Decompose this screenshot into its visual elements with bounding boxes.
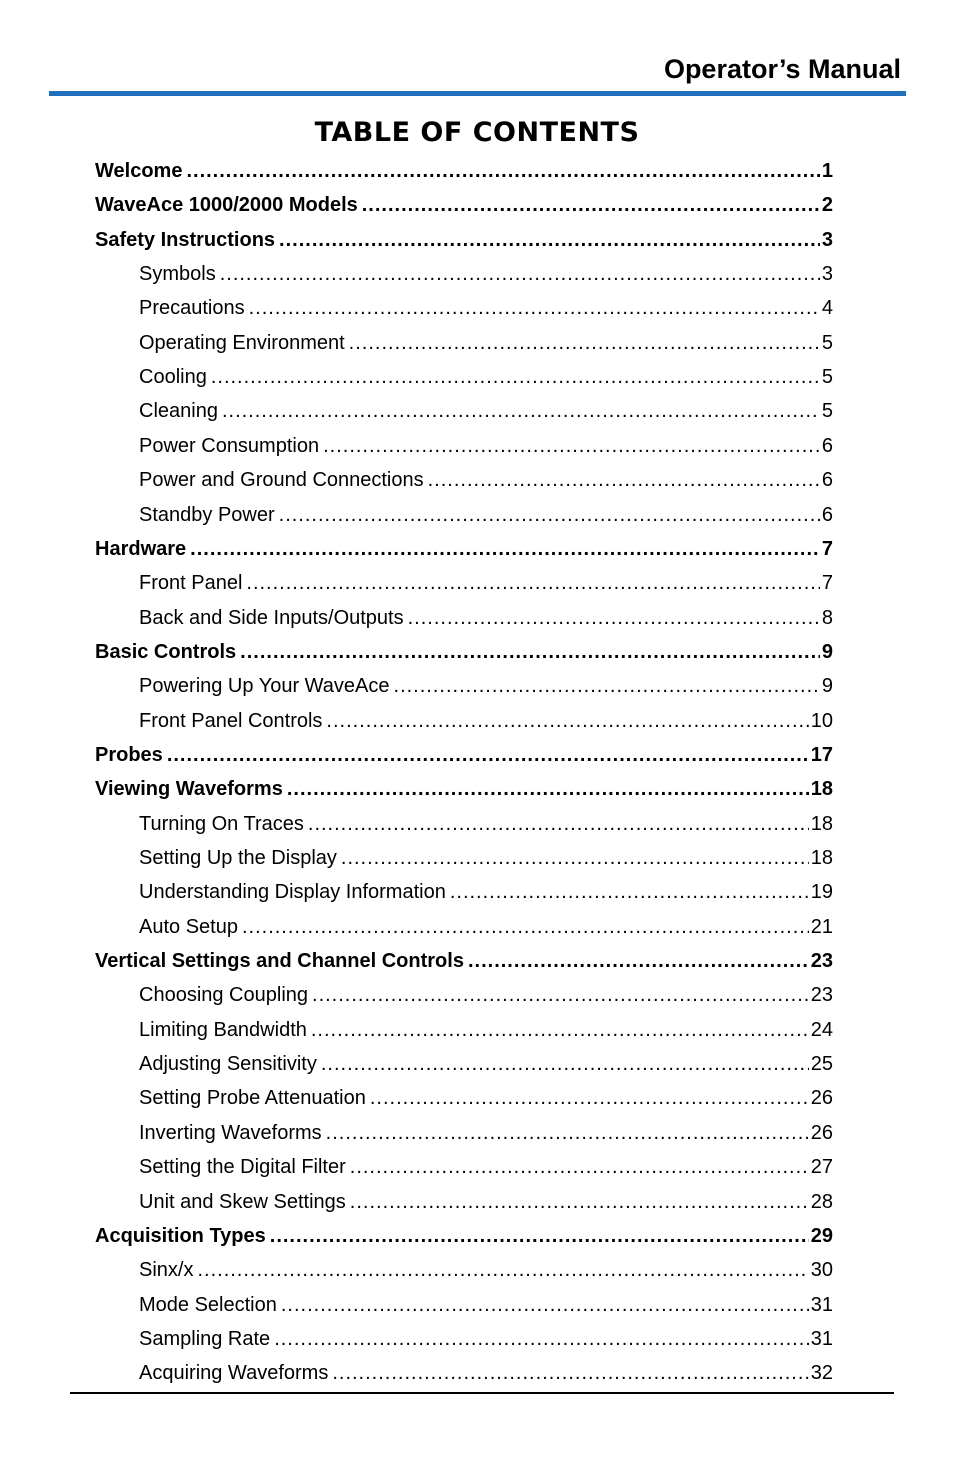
toc-entry-page-number: 31 — [810, 1293, 833, 1316]
toc-entry-label: Mode Selection — [139, 1293, 277, 1316]
toc-dot-leader — [394, 669, 820, 703]
toc-entry-page-number: 25 — [810, 1053, 833, 1076]
toc-entry[interactable] — [139, 394, 833, 428]
toc-entry[interactable] — [139, 1013, 833, 1047]
toc-dot-leader — [211, 360, 820, 394]
page-header-title: Operator’s Manual — [663, 54, 901, 84]
toc-entry-label: Inverting Waveforms — [139, 1121, 322, 1144]
toc-entry[interactable] — [139, 566, 833, 600]
toc-entry[interactable] — [139, 291, 833, 325]
toc-entry-page-number: 19 — [810, 881, 833, 904]
toc-heading: TABLE OF CONTENTS — [314, 117, 640, 148]
toc-entry-label: Setting Probe Attenuation — [139, 1087, 366, 1110]
toc-entry-label: Safety Instructions — [95, 228, 276, 251]
toc-entry-label: Power and Ground Connections — [139, 469, 424, 492]
toc-entry[interactable] — [95, 223, 833, 257]
toc-entry[interactable] — [139, 1116, 833, 1150]
toc-entry-label: WaveAce 1000/2000 Models — [95, 194, 358, 217]
toc-entry-page-number: 3 — [821, 263, 833, 286]
toc-entry-label: Understanding Display Information — [139, 881, 446, 904]
toc-entry-page-number: 23 — [810, 984, 833, 1007]
toc-entry[interactable] — [139, 1356, 833, 1390]
toc-entry-label: Sinx/x — [139, 1259, 194, 1282]
toc-entry-page-number: 18 — [810, 847, 833, 869]
toc-entry-page-number: 29 — [810, 1224, 833, 1247]
toc-entry[interactable] — [95, 154, 833, 188]
toc-entry[interactable] — [139, 1047, 833, 1081]
toc-entry-label: Viewing Waveforms — [95, 778, 283, 801]
toc-dot-leader — [279, 223, 820, 257]
toc-entry-page-number: 5 — [821, 366, 833, 389]
toc-entry-label: Symbols — [139, 263, 216, 286]
toc-entry-label: Powering Up Your WaveAce — [139, 675, 390, 698]
toc-entry-page-number: 3 — [821, 228, 833, 251]
toc-entry-label: Standby Power — [139, 503, 275, 526]
toc-entry-label: Sampling Rate — [139, 1327, 271, 1350]
toc-entry-label: Basic Controls — [95, 640, 237, 663]
toc-entry[interactable] — [95, 738, 833, 772]
toc-entry-label: Adjusting Sensitivity — [139, 1053, 317, 1076]
toc-entry[interactable] — [139, 1288, 833, 1322]
toc-entry-page-number: 28 — [810, 1190, 833, 1213]
toc-entry[interactable] — [95, 188, 833, 222]
toc-entry[interactable] — [139, 257, 833, 291]
toc-dot-leader — [408, 601, 820, 635]
toc-entry-page-number: 6 — [821, 503, 833, 526]
toc-entry-page-number: 1 — [821, 160, 833, 182]
toc-entry-page-number: 7 — [821, 537, 833, 560]
toc-entry-label: Setting Up the Display — [139, 847, 337, 869]
toc-entry-label: Back and Side Inputs/Outputs — [139, 606, 404, 629]
toc-entry-label: Limiting Bandwidth — [139, 1018, 307, 1041]
toc-entry-label: Auto Setup — [139, 915, 238, 938]
header-rule — [49, 91, 906, 96]
toc-entry[interactable] — [139, 463, 833, 497]
toc-dot-leader — [279, 498, 820, 532]
toc-entry-page-number: 18 — [810, 778, 833, 801]
toc-dot-leader — [341, 841, 809, 875]
toc-entry-label: Welcome — [95, 160, 183, 182]
toc-entry[interactable] — [139, 498, 833, 532]
toc-entry-page-number: 6 — [821, 469, 833, 492]
toc-entry[interactable] — [139, 704, 833, 738]
toc-entry[interactable] — [139, 978, 833, 1012]
toc-dot-leader — [197, 1253, 808, 1287]
toc-entry[interactable] — [139, 326, 833, 360]
toc-dot-leader — [468, 944, 809, 978]
toc-entry-page-number: 23 — [810, 950, 833, 973]
toc-entry-page-number: 10 — [810, 709, 833, 732]
toc-entry[interactable] — [139, 1081, 833, 1115]
toc-entry[interactable] — [139, 910, 833, 944]
toc-entry-page-number: 6 — [821, 434, 833, 457]
toc-dot-leader — [274, 1322, 809, 1356]
toc-entry[interactable] — [95, 772, 833, 806]
toc-entry-label: Hardware — [95, 537, 187, 560]
toc-dot-leader — [249, 291, 820, 325]
toc-entry-label: Probes — [95, 743, 163, 766]
toc-entry[interactable] — [139, 1150, 833, 1184]
toc-entry-page-number: 26 — [810, 1121, 833, 1144]
toc-entry-page-number: 9 — [821, 640, 833, 663]
toc-dot-leader — [190, 532, 820, 566]
toc-entry[interactable] — [139, 429, 833, 463]
toc-entry[interactable] — [139, 601, 833, 635]
toc-dot-leader — [370, 1081, 809, 1115]
toc-entry[interactable] — [139, 1322, 833, 1356]
toc-entry-label: Acquisition Types — [95, 1224, 266, 1247]
toc-entry-page-number: 7 — [821, 572, 833, 595]
toc-dot-leader — [326, 704, 808, 738]
toc-entry[interactable] — [139, 875, 833, 909]
toc-entry-page-number: 31 — [810, 1327, 833, 1350]
toc-entry[interactable] — [95, 635, 833, 669]
toc-entry[interactable] — [95, 1219, 833, 1253]
toc-dot-leader — [281, 1288, 809, 1322]
toc-entry-page-number: 5 — [821, 331, 833, 354]
toc-entry-page-number: 32 — [810, 1362, 833, 1385]
toc-entry-page-number: 24 — [810, 1018, 833, 1041]
toc-entry-page-number: 5 — [821, 400, 833, 423]
toc-entry[interactable] — [139, 1185, 833, 1219]
toc-dot-leader — [186, 154, 819, 188]
toc-entry-page-number: 30 — [810, 1259, 833, 1282]
footer-rule — [70, 1392, 894, 1394]
toc-dot-leader — [167, 738, 809, 772]
toc-entry[interactable] — [139, 841, 833, 875]
toc-dot-leader — [240, 635, 820, 669]
toc-dot-leader — [242, 910, 809, 944]
toc-entry-page-number: 18 — [810, 812, 833, 835]
toc-entry-page-number: 21 — [810, 915, 833, 938]
toc-entry-label: Turning On Traces — [139, 812, 304, 835]
toc-dot-leader — [326, 1116, 809, 1150]
toc-entry-label: Front Panel — [139, 572, 243, 595]
toc-dot-leader — [308, 807, 809, 841]
toc-entry-label: Precautions — [139, 297, 245, 320]
toc-entry-label: Setting the Digital Filter — [139, 1156, 346, 1179]
toc-entry-page-number: 26 — [810, 1087, 833, 1110]
toc-entry-label: Unit and Skew Settings — [139, 1190, 346, 1213]
toc-entry-label: Operating Environment — [139, 331, 345, 354]
toc-dot-leader — [246, 566, 819, 600]
toc-dot-leader — [349, 326, 820, 360]
toc-entry-label: Front Panel Controls — [139, 709, 323, 732]
toc-entry-label: Acquiring Waveforms — [139, 1362, 329, 1385]
toc-entry-page-number: 4 — [821, 297, 833, 320]
toc-entry[interactable] — [95, 532, 833, 566]
toc-dot-leader — [222, 394, 820, 428]
toc-entry-label: Cooling — [139, 366, 207, 389]
toc-entry-page-number: 9 — [821, 675, 833, 698]
toc-dot-leader — [450, 875, 809, 909]
toc-dot-leader — [312, 978, 809, 1012]
toc-entry-page-number: 27 — [810, 1156, 833, 1179]
toc-entry[interactable] — [139, 807, 833, 841]
toc-dot-leader — [428, 463, 820, 497]
toc-entry-page-number: 17 — [810, 743, 833, 766]
toc-dot-leader — [321, 1047, 809, 1081]
toc-entry[interactable] — [139, 669, 833, 703]
toc-dot-leader — [323, 429, 820, 463]
toc-entry[interactable] — [95, 944, 833, 978]
toc-entry[interactable] — [139, 1253, 833, 1287]
toc-dot-leader — [270, 1219, 809, 1253]
toc-dot-leader — [311, 1013, 809, 1047]
toc-entry-label: Cleaning — [139, 400, 218, 423]
toc-entry-page-number: 2 — [821, 194, 833, 217]
toc-entry-label: Vertical Settings and Channel Controls — [95, 950, 464, 973]
toc-dot-leader — [220, 257, 820, 291]
toc-entry[interactable] — [139, 360, 833, 394]
toc-dot-leader — [350, 1150, 809, 1184]
toc-dot-leader — [350, 1185, 809, 1219]
toc-dot-leader — [332, 1356, 808, 1390]
toc-dot-leader — [362, 188, 820, 222]
toc-entry-label: Choosing Coupling — [139, 984, 309, 1007]
toc-entry-label: Power Consumption — [139, 434, 320, 457]
toc-dot-leader — [287, 772, 809, 806]
toc-entry-page-number: 8 — [821, 606, 833, 629]
